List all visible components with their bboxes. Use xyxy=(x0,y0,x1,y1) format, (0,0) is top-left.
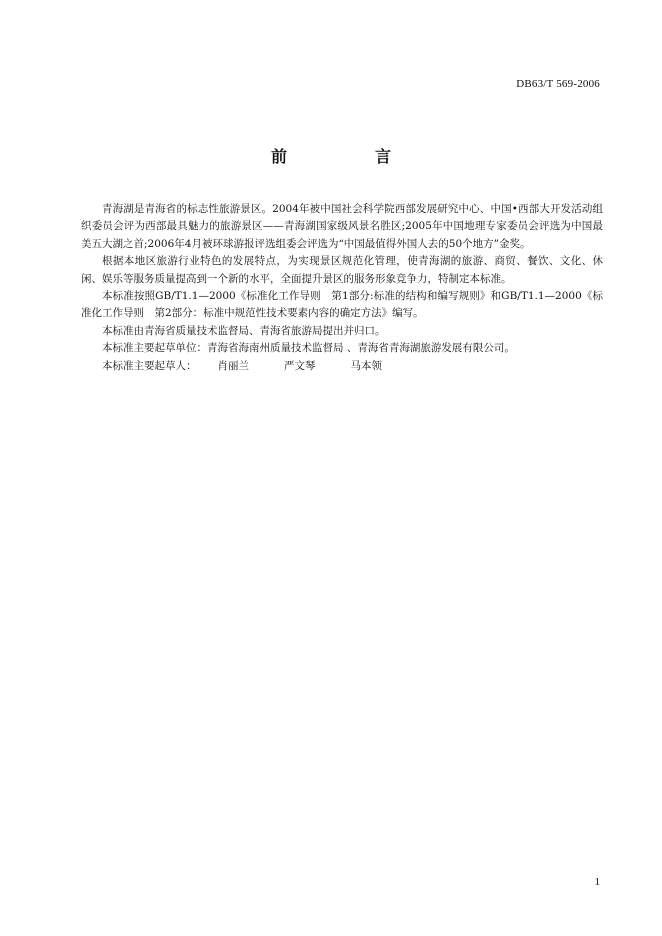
paragraph-drafting-units: 本标准主要起草单位：青海省海南州质量技术监督局 、青海省青海湖旅游发展有限公司。 xyxy=(102,342,515,355)
drafter-name: 肖丽兰 xyxy=(217,359,249,372)
page-title: 前 言 xyxy=(270,147,427,166)
paragraph-drafting-basis: 本标准按照GB/T1.1—2000《标准化工作导则 第1部分:标准的结构和编写规则》和GB/T1.1—2000《标准化工作导则 第2部分：标准中规范性技术要素内容的确定方法》编写。 xyxy=(81,290,603,320)
page-number: 1 xyxy=(594,876,600,888)
paragraph-drafters xyxy=(81,358,603,375)
paragraph-proposer: 本标准由青海省质量技术监督局、青海省旅游局提出并归口。 xyxy=(102,324,386,337)
drafter-name: 严文琴 xyxy=(284,359,316,372)
foreword-body xyxy=(81,201,603,375)
drafters-label: 本标准主要起草人： xyxy=(102,359,197,372)
paragraph-purpose: 根据本地区旅游行业特色的发展特点，为实现景区规范化管理，使青海湖的旅游、商贸、餐饮、文化、休闲、娱乐等服务质量提高到一个新的水平，全面提升景区的服务形象竞争力，特制定本标准。 xyxy=(81,255,603,285)
drafter-name: 马本领 xyxy=(350,359,382,372)
document-code: DB63/T 569-2006 xyxy=(516,78,600,90)
paragraph-intro: 青海湖是青海省的标志性旅游景区。2004年被中国社会科学院西部发展研究中心、中国•西部大开发活动组织委员会评为西部最具魅力的旅游景区——青海湖国家级风景名胜区;2005年中国地理专家委员会评选为中国最美五大湖之首;2006年4月被环球游报评选组委会评选为“中国最值得外国人去的50个地方”金奖。 xyxy=(81,203,603,250)
